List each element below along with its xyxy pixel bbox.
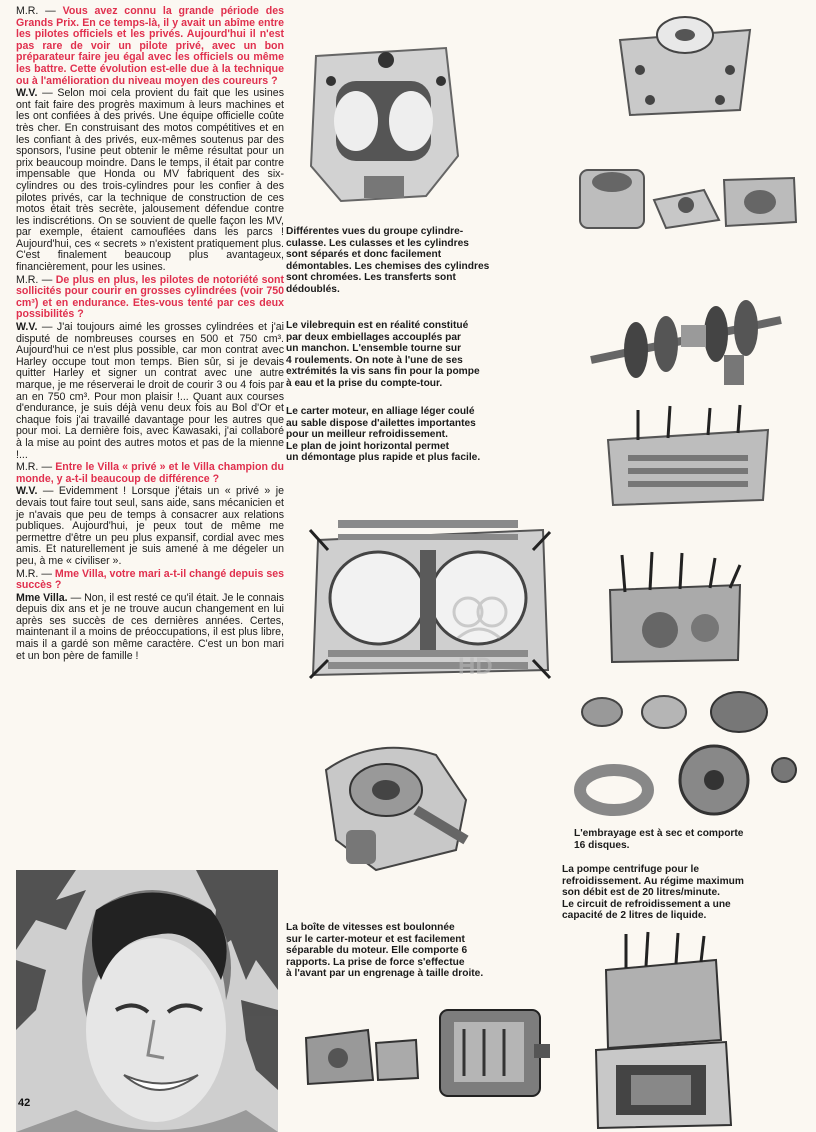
page-number: 42	[18, 1097, 31, 1109]
caption-line: un manchon. L'ensemble tourne sur	[286, 343, 462, 355]
caption-line: Différentes vues du groupe cylindre-	[286, 226, 464, 237]
cylinder-head-photo	[296, 36, 470, 210]
caption-line: extrémités la vis sans fin pour la pompe	[286, 366, 480, 378]
interview-paragraph	[16, 462, 284, 485]
finned-cylinders-photo	[298, 510, 560, 680]
watermark-logo	[446, 590, 512, 680]
cylinder-head-detail-photo	[610, 0, 760, 120]
speaker-label: M.R. —	[16, 461, 53, 474]
caption-line: Le plan de joint horizontal permet	[286, 440, 450, 452]
caption-line: pour un meilleur refroidissement.	[286, 429, 448, 441]
crankcase-caption	[286, 406, 480, 464]
caption-line: 16 disques.	[574, 839, 630, 851]
gearbox-caption	[286, 922, 483, 980]
caption-line: La boîte de vitesses est boulonnée	[286, 922, 455, 933]
caption-line: culasse. Les culasses et les cylindres	[286, 237, 469, 249]
interview-paragraph	[16, 569, 284, 592]
interview-paragraph	[16, 486, 284, 567]
caption-line: dédoublés.	[286, 283, 340, 295]
caption-line: un démontage plus rapide et plus facile.	[286, 452, 481, 464]
caption-line: sont chromées. Les transferts sont	[286, 272, 456, 284]
interview-paragraph	[16, 275, 284, 321]
caption-line: refroidissement. Au régime maximum	[562, 875, 744, 887]
question-text: Vous avez connu la grande période des Grands Prix. En ce temps-là, il y avait un abîme entre les pilotes officiels et les privés. Aujourd'hui il n'est pas rare de voir un pilote privé, avec un bon préparateur faire jeu égal avec les officiels ou même les battre. Cette évolution est-elle due à la technique ou à l'amélioration du niveau moyen des coureurs ?	[16, 5, 284, 87]
clutch-caption	[574, 828, 743, 851]
answer-text: — Non, il est resté ce qu'il était. Je le connais depuis dix ans et je ne trouve aucun changement en lui après ses succès de ces dernières années. Certes, maintenant il a moins de préoccupations, il est plus libre, mais il a gardé son même caractère. C'est un bon mari et un bon père de famille !	[16, 591, 284, 662]
question-text: De plus en plus, les pilotes de notoriété sont sollicités pour courir en grosses cylindrées (voir 750 cm³) et en endurance. Etes-vous tenté par ces deux possibilités ?	[16, 273, 284, 321]
caption-line: L'embrayage est à sec et comporte	[574, 828, 744, 839]
caption-line: à l'avant par un engrenage à taille droite.	[286, 968, 484, 980]
cylinder-parts-photo	[574, 160, 802, 234]
speaker-label: W.V.	[16, 485, 38, 498]
interview-paragraph	[16, 322, 284, 461]
speaker-label: Mme Villa.	[16, 591, 68, 604]
portrait-photo	[16, 870, 278, 1132]
question-text: Entre le Villa « privé » et le Villa champion du monde, y a-t-il beaucoup de différence ?	[16, 461, 284, 485]
caption-line: Le vilebrequin est en réalité constitué	[286, 320, 469, 331]
answer-text: — Selon moi cela provient du fait que les usines ont fait faire des progrès maximum à leurs machines et les ont confiées à des privés. Une équipe officielle coûte très cher. En construisant des motos compétitives et en les confiant à des privés, eux-mêmes soutenus par des sponsors, l'usine peut obtenir le même résultat pour un prix beaucoup moindre. Dans le temps, il était par contre impensable que Honda ou MV fabriquent des six-cylindres ou des trois-cylindres pour les confier à des pilotes privés, car la technique de construction de ces motos était très secrète, jalousement défendue contre les indiscrétions. On se souvient de quelle façon les MV, par exemple, étaient camouflées dans les parcs ! Aujourd'hui, ces « secrets » n'existent pratiquement plus. C'est finalement beaucoup plus avantageux, financièrement, pour les usines.	[16, 87, 284, 274]
clutch-photo	[574, 690, 800, 820]
speaker-label: M.R. —	[16, 5, 56, 17]
caption-line: sont séparés et donc facilement	[286, 249, 442, 261]
cylinder-caption	[286, 226, 489, 296]
interview-paragraph	[16, 6, 284, 87]
caption-line: son débit est de 20 litres/minute.	[562, 887, 720, 899]
caption-line: à eau et la prise du compte-tour.	[286, 377, 443, 389]
interview-column	[16, 6, 284, 663]
caption-line: 4 roulements. On note à l'une de ses	[286, 354, 463, 366]
caption-line: La pompe centrifuge pour le	[562, 864, 699, 875]
caption-line: sur le carter-moteur et est facilement	[286, 933, 465, 945]
gearbox-interior-photo	[434, 1004, 550, 1100]
interview-paragraph	[16, 593, 284, 663]
engine-assembly-photo	[586, 930, 736, 1130]
answer-text: — Evidemment ! Lorsque j'étais un « privé » je devais tout faire tout seul, sans aide, sans mécanicien et je n'avais que peu de temps à consacrer aux relations publiques. Aujourd'hui, je peux tout de même me permettre d'être un peu plus expansif, cordial avec mes amis. Et naturellement je suis amené à me dégeler un peu, à me « civiliser ».	[16, 485, 284, 567]
caption-line: au sable dispose d'ailettes importantes	[286, 417, 476, 429]
caption-line: capacité de 2 litres de liquide.	[562, 910, 707, 922]
gearbox-exterior-photo	[298, 1018, 422, 1090]
caption-line: Le circuit de refroidissement a une	[562, 898, 731, 910]
speaker-label: W.V.	[16, 321, 38, 334]
interview-paragraph	[16, 88, 284, 274]
crankshaft-caption	[286, 320, 480, 390]
caption-line: rapports. La prise de force s'effectue	[286, 956, 465, 968]
crankcase-photo	[598, 400, 778, 510]
speaker-label: W.V.	[16, 87, 38, 100]
speaker-label: M.R. —	[16, 273, 53, 286]
water-pump-photo	[306, 730, 476, 880]
caption-line: séparable du moteur. Elle comporte 6	[286, 945, 468, 957]
speaker-label: M.R. —	[16, 567, 52, 580]
crankshaft-photo	[586, 290, 786, 390]
caption-line: par deux embiellages accouplés par	[286, 331, 461, 343]
question-text: Mme Villa, votre mari a-t-il changé depuis ses succès ?	[16, 567, 284, 592]
caption-line: démontables. Les chemises des cylindres	[286, 260, 490, 272]
caption-line: Le carter moteur, en alliage léger coulé	[286, 406, 475, 417]
watermark-text: HD	[458, 653, 493, 680]
answer-text: — J'ai toujours aimé les grosses cylindrées et j'ai disputé de nombreuses courses en 500 et 750 cm³. Aujourd'hui ce n'est plus possible, car mon contrat avec Harley occupe tout mon temps. Bien sûr, si je devais quitter Harley et signer un contrat avec une autre marque, je me réserverai le droit de courir 3 ou 4 fois par an en 750 cm³. Pour mon plaisir !... Quant aux courses d'endurance, je suis déjà venu deux fois au Bol d'Or et chaque fois j'ai travaillé davantage pour les autres que pour moi. La dernière fois, avec Kawasaki, j'ai collaboré à la mise au point des autres motos et pas de la mienne !...	[16, 321, 284, 461]
engine-block-photo	[600, 550, 750, 668]
pump-caption	[562, 864, 744, 922]
